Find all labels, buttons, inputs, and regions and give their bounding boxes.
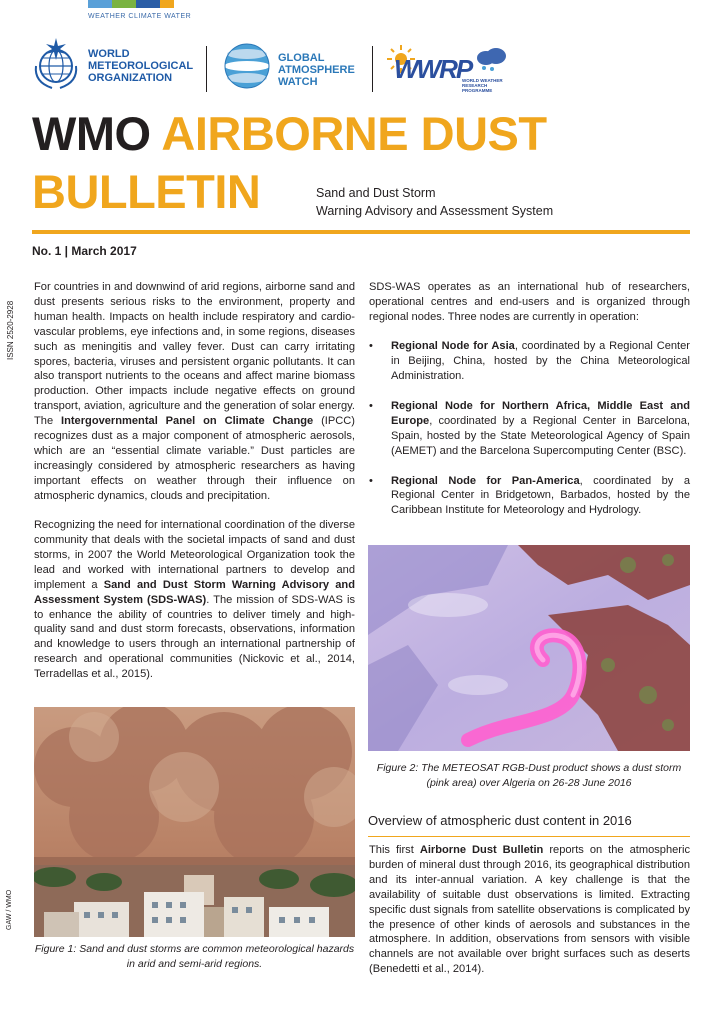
wmo-name-line: WORLD: [88, 48, 130, 60]
title-bulletin: BULLETIN: [32, 165, 261, 218]
list-item: [369, 474, 690, 519]
wmo-tagline: WEATHER CLIMATE WATER: [88, 13, 192, 20]
bullet: •: [369, 340, 373, 353]
gaw-name: [278, 52, 355, 88]
list-item: [369, 399, 690, 459]
wwrp-logo: [384, 44, 514, 94]
subtitle-line: Sand and Dust Storm: [316, 186, 436, 200]
right-column: [369, 280, 690, 533]
cloud-icon: [474, 46, 508, 72]
gaw-globe-icon: [222, 40, 272, 92]
issue-number: No. 1 | March 2017: [32, 244, 137, 258]
gaw-name-line: WATCH: [278, 76, 318, 88]
text-span: This first: [369, 844, 420, 856]
title-rule: [32, 230, 690, 234]
regional-nodes-list: [369, 339, 690, 518]
wmo-emblem-icon: [30, 36, 82, 92]
figure-1-photo: [34, 707, 355, 937]
node-name: Regional Node for Pan-America: [391, 474, 580, 487]
text-span: . The mission of SDS-WAS is to enhance the ability of countries to deliver timely and high- quality sand and dust storm forecasts, observations, information and knowledge to users through an international partnership of research and operational communities (Nickovic et al., 2014, Terradellas et al., 2015).: [34, 593, 355, 681]
text-span: Recognizing the need for international coordination of the diverse community that deals with the societal impacts of sand and dust storms, in 2007 the World Meteorological Organization took the lead and worked with international partners to develop and implement a: [34, 519, 355, 591]
title-wmo: WMO: [32, 107, 162, 160]
nodes-intro: SDS-WAS operates as an international hub of researchers, operational centres and end-users and is organized through regional nodes. Three nodes are currently in operation:: [369, 281, 690, 323]
figure-2-caption: Figure 2: The METEOSAT RGB-Dust product shows a dust storm (pink area) over Algeria on 26-28 June 2016: [376, 762, 682, 789]
title-airborne-dust: AIRBORNE DUST: [161, 107, 547, 160]
logo-divider: [372, 46, 373, 92]
ipcc-term: Intergovernmental Panel on Climate Change: [61, 415, 314, 428]
node-text: , coordinated by a Regional Center in Beijing, China, hosted by the China Meteorological Administration.: [391, 340, 690, 383]
figure-2-satellite-image: [368, 545, 690, 751]
color-strip-yellow: [160, 0, 174, 8]
overview-paragraph: [369, 843, 690, 977]
color-strip-blue: [88, 0, 112, 8]
color-strip-green: [112, 0, 136, 8]
wwrp-sub-line: RESEARCH PROGRAMME: [462, 83, 493, 93]
photo-credit: GAW / WMO: [6, 889, 13, 930]
bullet: •: [369, 474, 373, 487]
left-column: [34, 280, 355, 697]
text-span: For countries in and downwind of arid regions, airborne sand and dust presents serious risks to the environment, property and human health. Impacts on health include respiratory and cardio-vascular problems, eye infections and, in some regions, diseases such as meningitis and valley fever. Dust can carry irritating spores, bacteria, viruses and persistent organic pollutants. It can also transport nutrients to the oceans and affect marine biomass production. Other impacts include negative effects on ground transport, aviation, agriculture and the generation of solar energy. The: [34, 281, 355, 428]
logo-divider: [206, 46, 207, 92]
list-item: [369, 339, 690, 384]
text-span: (IPCC) recognizes dust as a major component of atmospheric aerosols, which are an “essential climate variable.” Dust particles are increasingly considered by atmospheric researchers as having important effects on weather through their influence on atmospheric dynamics, clouds and precipitation.: [34, 415, 355, 502]
title-line-1: [32, 108, 547, 160]
sds-was-paragraph: [34, 518, 355, 682]
subtitle-line: Warning Advisory and Assessment System: [316, 204, 554, 218]
node-text: , coordinated by a Regional Center in Bridgetown, Barbados, hosted by the Caribbean Institute for Meteorology and Hydrology.: [391, 474, 690, 517]
title-subtitle: [316, 184, 553, 220]
intro-paragraph: [34, 280, 355, 504]
gaw-logo: [222, 40, 362, 96]
gaw-name-line: GLOBAL: [278, 52, 325, 64]
section-rule: [368, 836, 690, 837]
bulletin-term: Airborne Dust Bulletin: [419, 844, 544, 856]
wwrp-sub: [462, 78, 514, 93]
node-name: Regional Node for Northern Africa, Middle East and Europe: [391, 399, 690, 427]
wmo-name-line: ORGANIZATION: [88, 72, 173, 84]
text-span: reports on the atmospheric burden of mineral dust through 2016, its geographical distribution and its inter-annual variation. A key challenge is that the availability of suitable dust observations is limited. Extracting specific dust signals from satellite observations is complicated by the presence of other kinds of aerosols and substances in the atmosphere. In addition, observations from sensors with visible channels are not available over bright surfaces such as deserts (Benedetti et al., 2014).: [369, 844, 690, 976]
wmo-name-line: METEOROLOGICAL: [88, 60, 194, 72]
issn: ISSN 2520-2928: [6, 300, 15, 360]
node-name: Regional Node for Asia: [391, 340, 515, 353]
section-heading: Overview of atmospheric dust content in 2016: [368, 813, 632, 828]
wwrp-mark: WWRP: [394, 54, 472, 84]
wmo-name: [88, 48, 193, 84]
figure-1-caption: Figure 1: Sand and dust storms are common meteorological hazards in arid and semi-arid regions.: [34, 943, 355, 970]
node-text: , coordinated by a Regional Center in Barcelona, Spain, hosted by the State Meteorological Agency of Spain (AEMET) and the Barcelona Supercomputing Center (BSC).: [391, 414, 690, 457]
wmo-logo: [30, 36, 194, 96]
color-strip-navy: [136, 0, 160, 8]
overview-text: [369, 843, 690, 977]
gaw-name-line: ATMOSPHERE: [278, 64, 355, 76]
sds-was-term: Sand and Dust Storm Warning Advisory and Assessment System (SDS-WAS): [34, 578, 355, 606]
wwrp-sub-line: WORLD WEATHER: [462, 78, 503, 83]
bullet: •: [369, 399, 373, 412]
